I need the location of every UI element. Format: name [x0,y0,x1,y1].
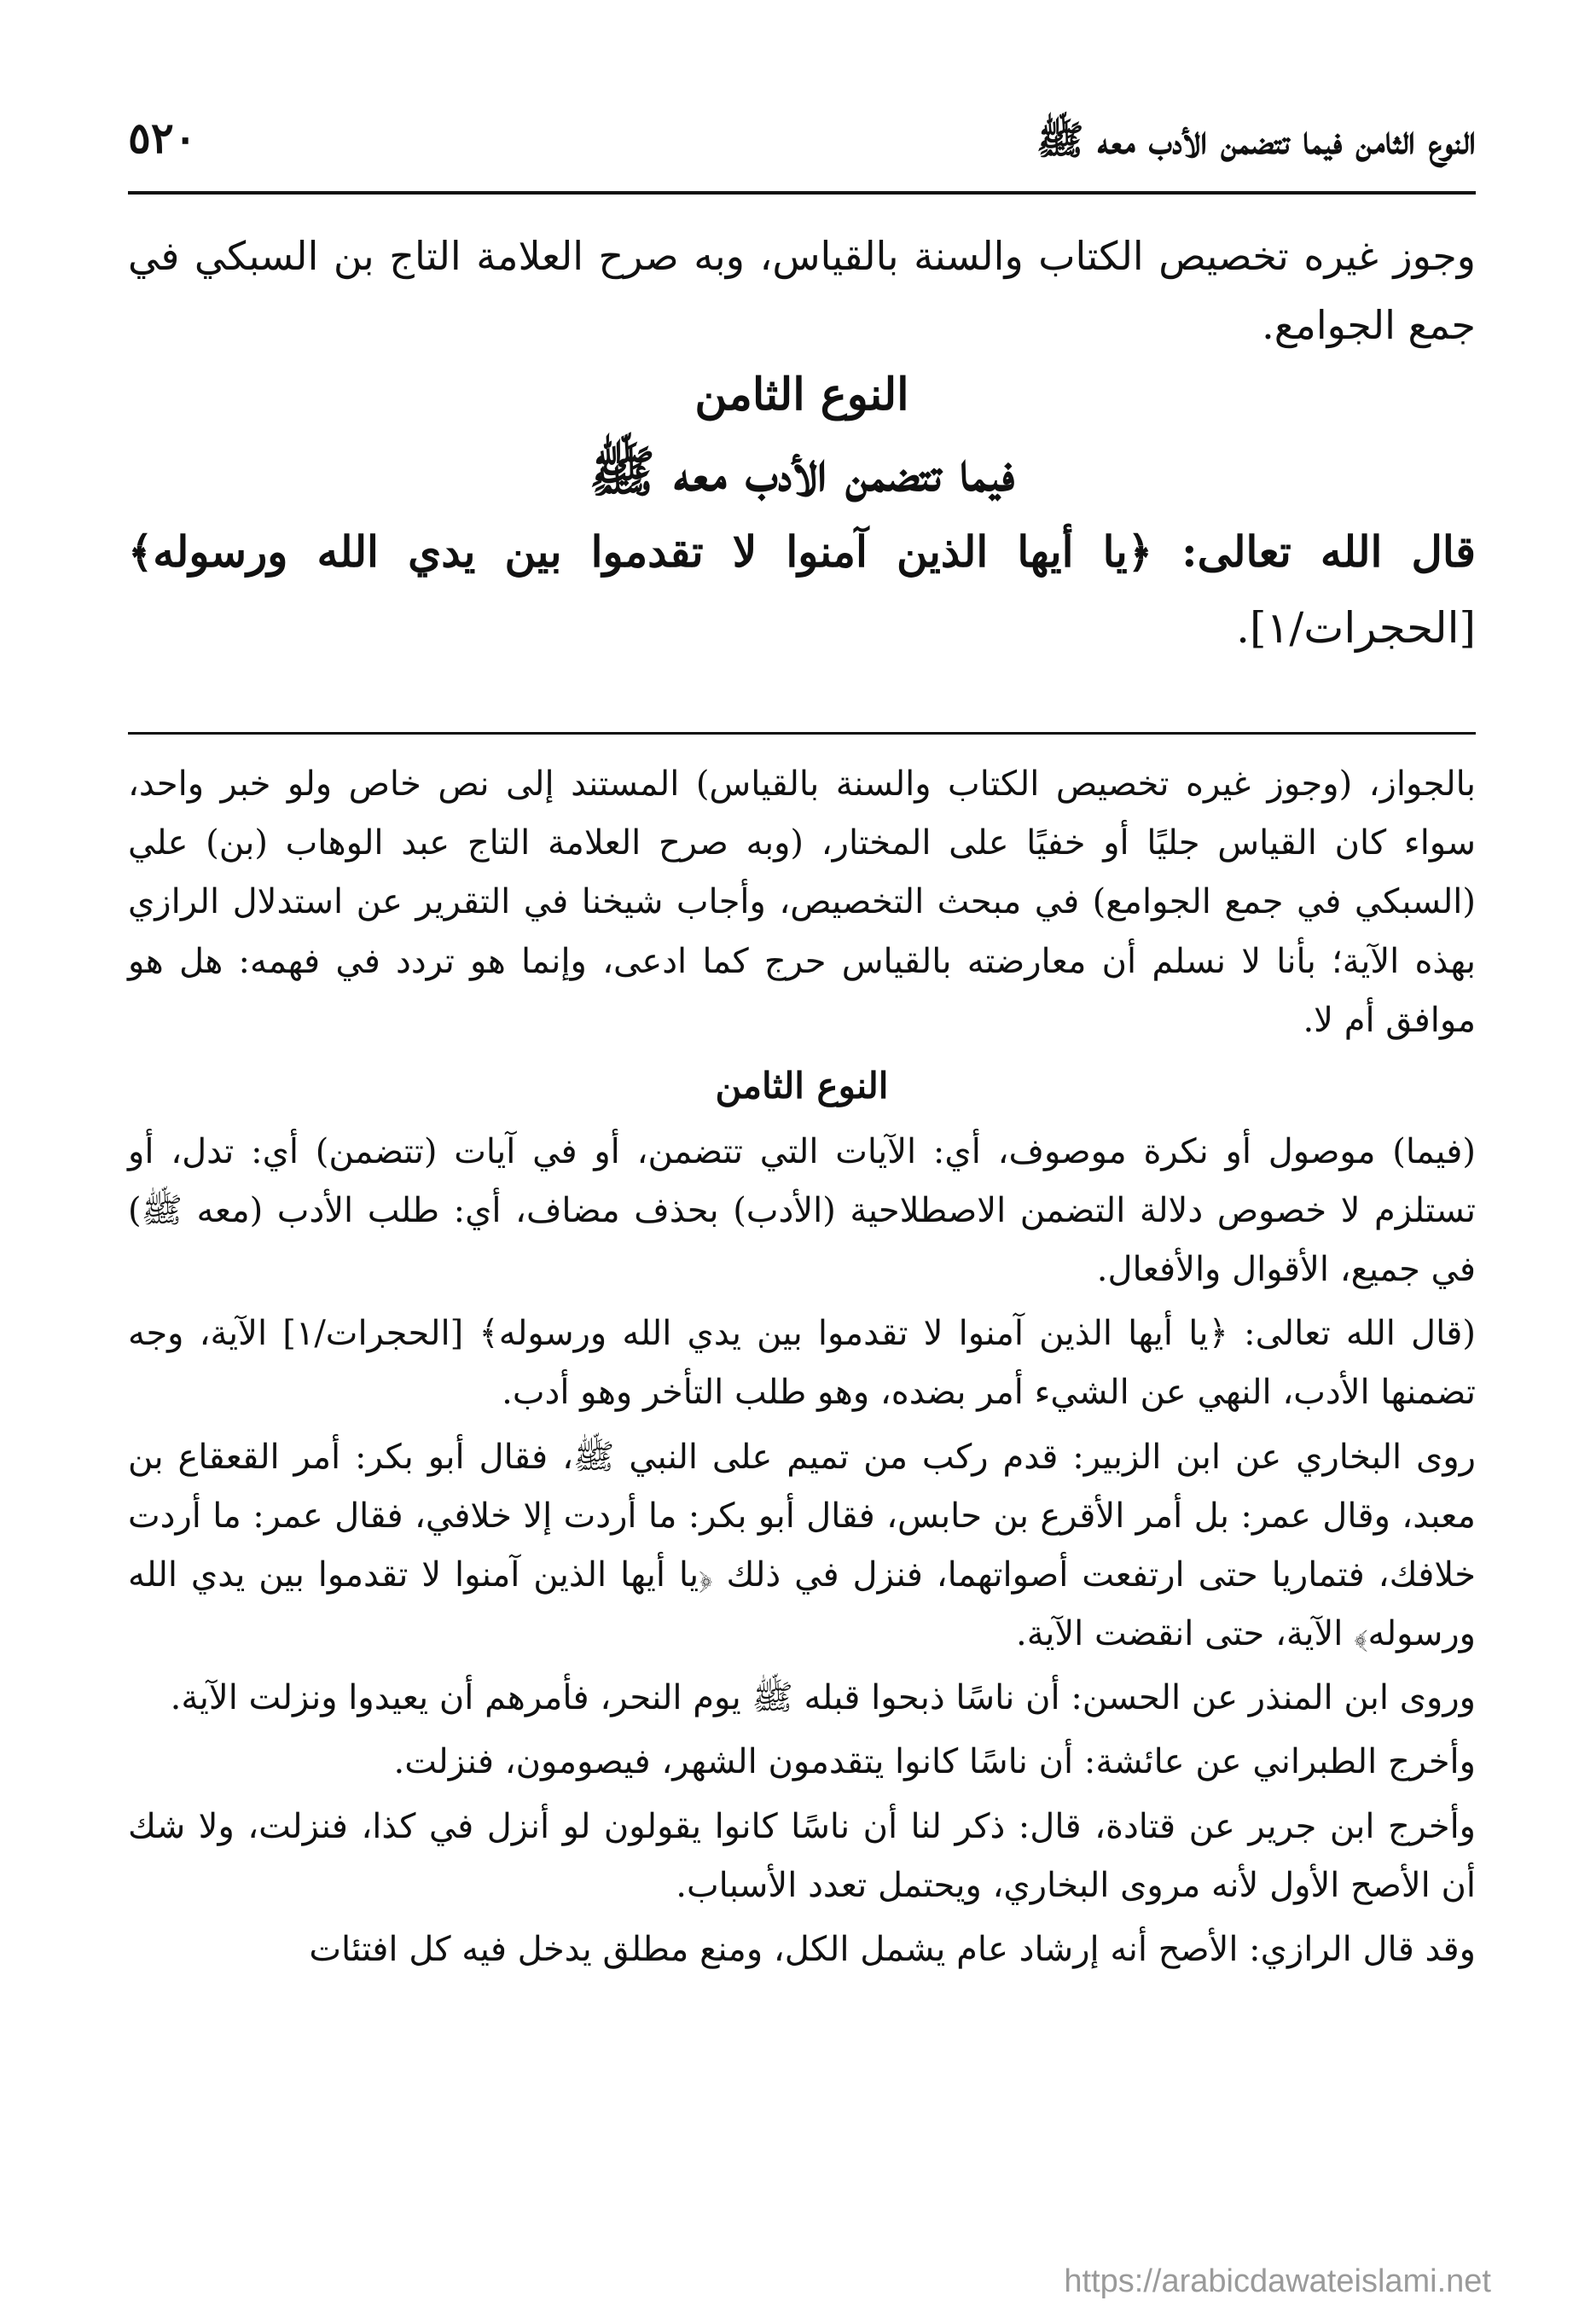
commentary-heading: النوع الثامن [715,1064,889,1107]
section-heading: النوع الثامن [694,369,909,421]
verse-paragraph [128,514,1476,665]
commentary-text [128,755,1476,1984]
commentary-paragraph: وقد قال الرازي: الأصح أنه إرشاد عام يشمل الكل، ومنع مطلق يدخل فيه كل افتئات [309,1930,1476,1970]
section-subheading: فيما تتضمن الأدب معه ﷺ [589,440,1015,505]
header-divider [128,191,1476,195]
commentary-paragraph: (قال الله تعالى: ﴿يا أيها الذين آمنوا لا تقدموا بين يدي الله ورسوله﴾ [الحجرات/١] الآية، وجه تضمنها الأدب، النهي عن الشيء أمر بضده، وهو طلب التأخر وهو أدب. [128,1314,1477,1413]
main-text [128,222,1476,665]
running-title: النوع الثامن فيما تتضمن الأدب معه ﷺ [1036,117,1476,163]
verse-text: ﴿يا أيها الذين آمنوا لا تقدموا بين يدي الله ورسوله﴾ [128,526,1153,578]
watermark-url: https://arabicdawateislami.net [1064,2263,1491,2299]
commentary-paragraph: وروى ابن المنذر عن الحسن: أن ناسًا ذبحوا قبله ﷺ يوم النحر، فأمرهم أن يعيدوا ونزلت الآية. [170,1678,1476,1718]
commentary-paragraph: بالجواز، (وجوز غيره تخصيص الكتاب والسنة بالقياس) المستند إلى نص خاص ولو خبر واحد، سواء كان القياس جليًا أو خفيًا على المختار، (وبه صرح العلامة التاج عبد الوهاب (بن) علي (السبكي في جمع الجوامع) في مبحث التخصيص، وأجاب شيخنا في التقرير عن استدلال الرازي بهذه الآية؛ بأنا لا نسلم أن معارضته بالقياس حرج كما ادعى، وإنما هو تردد في فهمه: هل هو موافق أم لا. [128,764,1476,1040]
verse-intro: قال الله تعالى: [1152,526,1476,578]
commentary-paragraph: (فيما) موصول أو نكرة موصوف، أي: الآيات التي تتضمن، أو في آيات (تتضمن) أي: تدل، أو تستلزم لا خصوص دلالة التضمن الاصطلاحية (الأدب) بحذف مضاف، أي: طلب الأدب (معه ﷺ) في جميع، الأقوال والأفعال. [128,1131,1476,1289]
commentary-paragraph: روى البخاري عن ابن الزبير: قدم ركب من تميم على النبي ﷺ، فقال أبو بكر: أمر القعقاع بن معبد، وقال عمر: بل أمر الأقرع بن حابس، فقال أبو بكر: ما أردت إلا خلافي، فقال عمر: ما أردت خلافك، فتماريا حتى ارتفعت أصواتهما، فنزل في ذلك ﴿يا أيها الذين آمنوا لا تقدموا بين يدي الله ورسوله﴾ الآية، حتى انقضت الآية. [128,1437,1476,1654]
commentary-divider [128,732,1476,735]
page-header [128,109,1476,195]
page-number: ٥٢٠ [128,113,197,163]
commentary-paragraph: وأخرج الطبراني عن عائشة: أن ناسًا كانوا يتقدمون الشهر، فيصومون، فنزلت. [393,1742,1476,1782]
verse-reference: [الحجرات/١]. [1236,602,1476,653]
matn-paragraph: وجوز غيره تخصيص الكتاب والسنة بالقياس، وبه صرح العلامة التاج بن السبكي في جمع الجوامع. [128,233,1476,348]
commentary-paragraph: وأخرج ابن جرير عن قتادة، قال: ذكر لنا أن ناسًا كانوا يقولون لو أنزل في كذا، فنزلت، ولا شك أن الأصح الأول لأنه مروى البخاري، ويحتمل تعدد الأسباب. [128,1806,1476,1905]
